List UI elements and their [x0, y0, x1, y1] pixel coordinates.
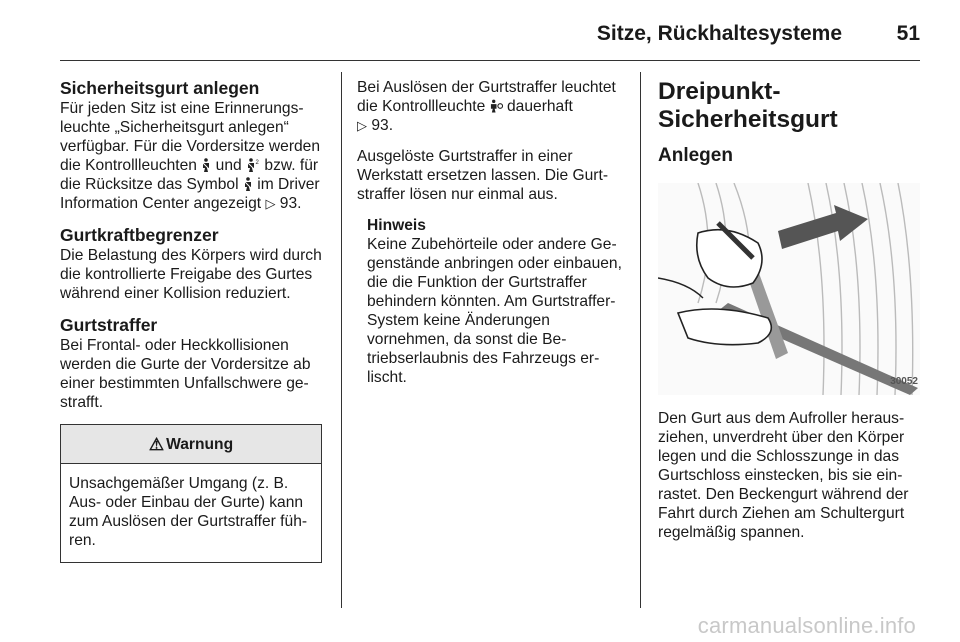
- watermark: carmanualsonline.info: [697, 613, 916, 638]
- seatbelt-person-icon: [243, 177, 253, 191]
- section-title: Gurtstraffer: [60, 315, 158, 335]
- warning-title: Warnung: [166, 435, 234, 453]
- column-2: [357, 78, 625, 387]
- paragraph-tensioner-light: [357, 78, 625, 135]
- section-subtitle: Anlegen: [658, 145, 733, 166]
- page-header-title: Sitze, Rückhaltesysteme: [596, 22, 842, 45]
- text-span: dauerhaft: [507, 98, 573, 115]
- section-gurtstraffer: [60, 315, 325, 412]
- seatbelt-illustration: [658, 183, 920, 395]
- column-3: [658, 78, 920, 542]
- page-header: [60, 18, 920, 62]
- header-rule: [60, 60, 920, 61]
- seatbelt-person-2-icon: [246, 158, 260, 172]
- warning-text: Unsachgemäßer Umgang (z. B. Aus- oder Einbau der Gurte) kann zum Auslösen der Gurtstraffer führen.: [69, 475, 308, 549]
- section-text: [60, 99, 325, 213]
- page-reference[interactable]: 93.: [279, 195, 302, 212]
- svg-text:2: 2: [255, 160, 259, 166]
- page-number: 51: [896, 22, 920, 45]
- text-span: bzw. für die Rücksitze das Symbol: [60, 157, 319, 193]
- hint-box: [367, 216, 625, 387]
- hint-text: Keine Zubehörteile oder andere Gegenstände anbringen oder einbauen, die die Funktion der Gurtstraffer behindern könnten. Am Gurtstraffer-System keine Änderungen vornehmen, da sonst die Betriebserlaubnis des Fahrzeugs erlischt.: [367, 236, 622, 386]
- warning-box: [60, 424, 322, 563]
- section-text: Den Gurt aus dem Aufroller herausziehen, unverdreht über den Körper legen und die Schlosszunge in das Gurtschloss einstecken, bis sie einrastet. Den Beckengurt während der Fahrt durch Ziehen am Schultergurt regelmäßig spannen.: [658, 410, 909, 541]
- chapter-title: Dreipunkt-Sicherheitsgurt: [658, 78, 838, 133]
- page-reference-arrow-icon: ▷: [357, 118, 367, 133]
- section-title: Gurtkraftbegrenzer: [60, 225, 219, 245]
- text-span: Für jeden Sitz ist eine Erinnerungsleuchte „Sicherheitsgurt anlegen“ verfügbar. Für die Vordersitze werden die Kontrollleuchten: [60, 100, 321, 174]
- section-title: Sicherheitsgurt anlegen: [60, 78, 260, 98]
- section-text: Die Belastung des Körpers wird durch die kontrollierte Freigabe des Gurtes während einer Kollision reduziert.: [60, 247, 322, 302]
- column-divider-2: [640, 72, 641, 608]
- seatbelt-person-icon: [201, 158, 211, 172]
- text-span: Bei Auslösen der Gurtstraffer leuchtet die Kontrollleuchte: [357, 79, 616, 115]
- warning-header: [61, 425, 321, 464]
- paragraph-tensioner-replace: Ausgelöste Gurtstraffer in einer Werkstatt ersetzen lassen. Die Gurtstraffer lösen nur einmal aus.: [357, 148, 609, 203]
- section-sicherheitsgurt-anlegen: [60, 78, 325, 213]
- text-span: und: [215, 157, 242, 174]
- column-1: [60, 78, 325, 563]
- column-divider-1: [341, 72, 342, 608]
- section-text: Bei Frontal- oder Heckkollisionen werden die Gurte der Vordersitze ab einer bestimmten Unfallschwere gestrafft.: [60, 337, 311, 411]
- page-reference-arrow-icon: ▷: [265, 196, 276, 211]
- warning-triangle-icon: ⚠: [148, 434, 165, 454]
- section-gurtkraftbegrenzer: [60, 225, 325, 303]
- hint-title: Hinweis: [367, 217, 426, 234]
- image-code: 30052: [890, 376, 918, 387]
- belt-tensioner-icon: [490, 99, 503, 113]
- illustration-drawing: [658, 183, 920, 395]
- text-span: im Driver Information Center angezeigt: [60, 176, 320, 212]
- page-reference[interactable]: 93.: [371, 117, 394, 134]
